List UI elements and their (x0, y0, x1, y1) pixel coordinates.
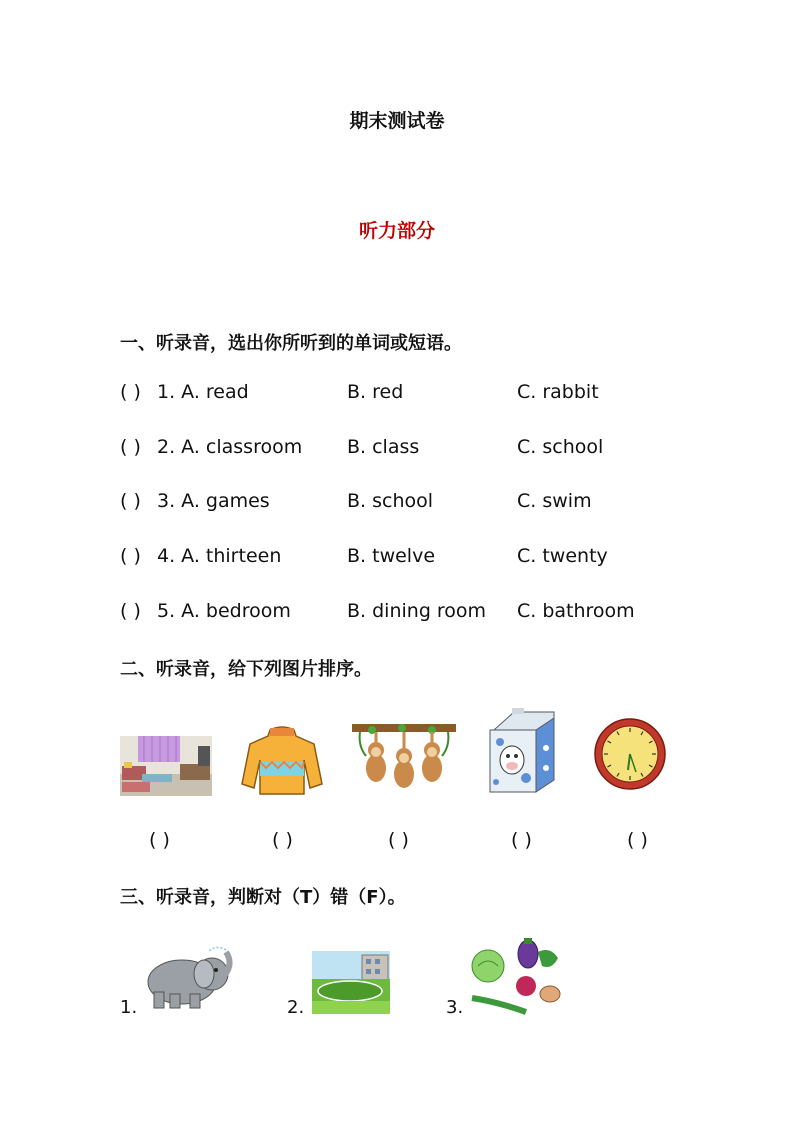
order-blank-3[interactable]: ( ) (388, 829, 409, 851)
answer-blank[interactable]: ( ) (120, 490, 141, 512)
option-a: 2. A. classroom (157, 436, 303, 458)
section2-heading: 二、听录音，给下列图片排序。 (120, 659, 372, 680)
question-row-4 (120, 545, 720, 573)
milk-carton-picture (486, 708, 560, 796)
living-room-picture (120, 736, 212, 796)
item-number-2: 2. (287, 997, 305, 1018)
option-c: C. twenty (517, 545, 608, 567)
sweater-picture (240, 724, 324, 796)
question-row-3 (120, 490, 720, 518)
item-number-3: 3. (446, 997, 464, 1018)
order-blank-2[interactable]: ( ) (272, 829, 293, 851)
option-b: B. red (347, 381, 404, 403)
section1-heading: 一、听录音，选出你所听到的单词或短语。 (120, 333, 462, 354)
monkeys-picture (352, 716, 456, 796)
order-blank-1[interactable]: ( ) (149, 829, 170, 851)
school-building-picture (312, 951, 390, 1014)
option-b: B. school (347, 490, 434, 512)
order-blank-5[interactable]: ( ) (627, 829, 648, 851)
section3-heading: 三、听录音，判断对（T）错（F）。 (120, 887, 406, 908)
option-b: B. dining room (347, 600, 487, 622)
order-blank-4[interactable]: ( ) (511, 829, 532, 851)
question-row-5 (120, 600, 720, 628)
page-title: 期末测试卷 (349, 110, 445, 132)
option-a: 1. A. read (157, 381, 249, 403)
question-row-1 (120, 381, 720, 409)
question-row-2 (120, 436, 720, 464)
option-c: C. swim (517, 490, 592, 512)
option-b: B. class (347, 436, 420, 458)
option-c: C. school (517, 436, 604, 458)
answer-blank[interactable]: ( ) (120, 545, 141, 567)
option-b: B. twelve (347, 545, 436, 567)
listening-subtitle: 听力部分 (358, 220, 435, 242)
option-a: 3. A. games (157, 490, 270, 512)
item-number-1: 1. (120, 997, 138, 1018)
option-a: 5. A. bedroom (157, 600, 291, 622)
option-c: C. bathroom (517, 600, 635, 622)
option-a: 4. A. thirteen (157, 545, 282, 567)
answer-blank[interactable]: ( ) (120, 600, 141, 622)
clock-picture (594, 718, 666, 790)
answer-blank[interactable]: ( ) (120, 381, 141, 403)
answer-blank[interactable]: ( ) (120, 436, 141, 458)
vegetables-picture (468, 936, 564, 1016)
option-c: C. rabbit (517, 381, 599, 403)
elephant-picture (142, 944, 234, 1010)
